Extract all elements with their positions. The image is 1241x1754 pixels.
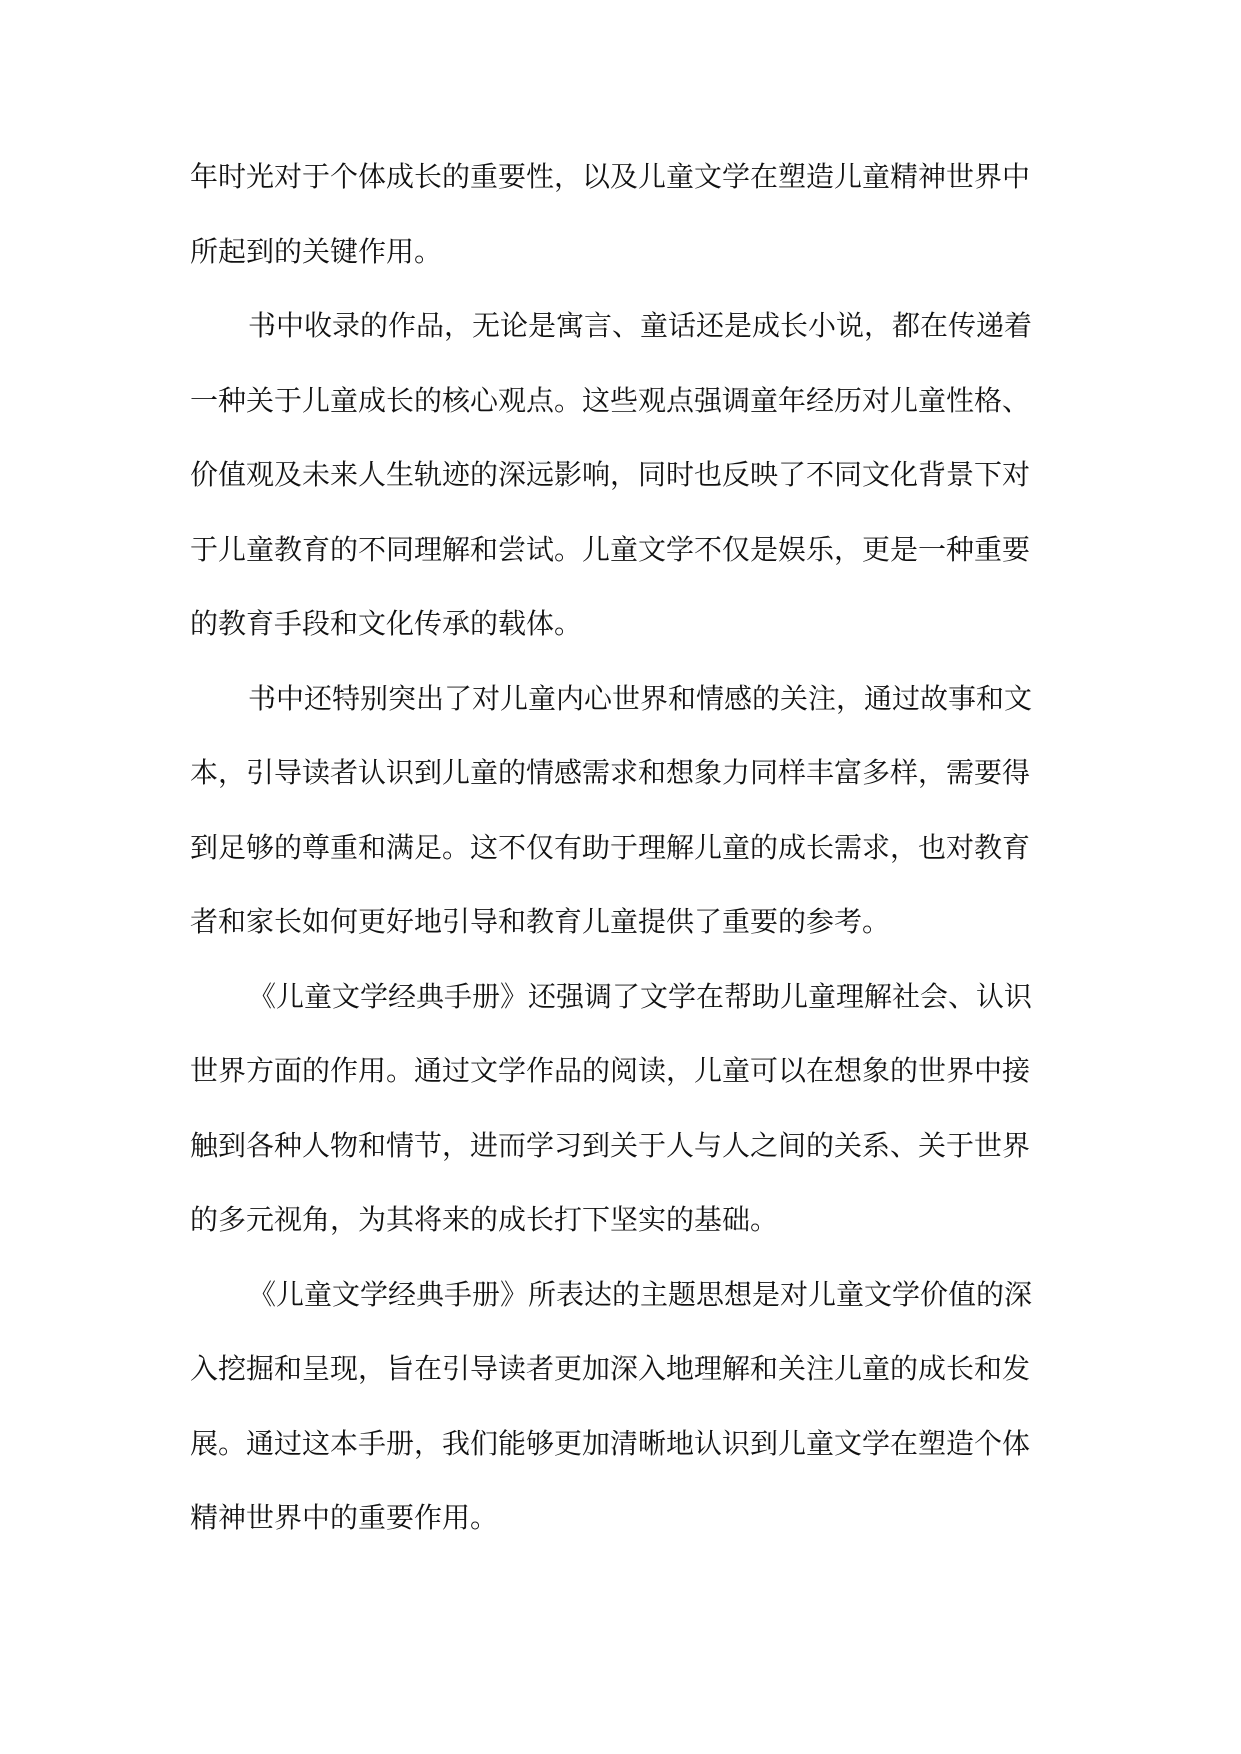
text-line: 世界方面的作用。通过文学作品的阅读，儿童可以在想象的世界中接 — [190, 1054, 1031, 1087]
text-line: 的教育手段和文化传承的载体。 — [190, 607, 583, 640]
text-line: 入挖掘和呈现，旨在引导读者更加深入地理解和关注儿童的成长和发 — [190, 1352, 1031, 1385]
text-line: 触到各种人物和情节，进而学习到关于人与人之间的关系、关于世界 — [190, 1128, 1031, 1162]
text-line: 年时光对于个体成长的重要性，以及儿童文学在塑造儿童精神世界中 — [190, 160, 1031, 193]
body-text — [190, 140, 1070, 1556]
paragraph-start-line: 《儿童文学经典手册》所表达的主题思想是对儿童文学价值的深 — [248, 1277, 1033, 1311]
paragraph-start-line: 书中收录的作品，无论是寓言、童话还是成长小说，都在传递着 — [248, 309, 1033, 342]
text-line: 精神世界中的重要作用。 — [190, 1501, 499, 1534]
text-line: 者和家长如何更好地引导和教育儿童提供了重要的参考。 — [190, 905, 891, 938]
text-line: 价值观及未来人生轨迹的深远影响，同时也反映了不同文化背景下对 — [190, 458, 1031, 491]
text-line: 的多元视角，为其将来的成长打下坚实的基础。 — [190, 1203, 779, 1236]
text-line: 展。通过这本手册，我们能够更加清晰地认识到儿童文学在塑造个体 — [190, 1426, 1031, 1460]
paragraph-start-line: 书中还特别突出了对儿童内心世界和情感的关注，通过故事和文 — [248, 681, 1033, 715]
text-line: 一种关于儿童成长的核心观点。这些观点强调童年经历对儿童性格、 — [190, 383, 1031, 417]
text-line: 到足够的尊重和满足。这不仅有助于理解儿童的成长需求，也对教育 — [190, 830, 1031, 864]
text-line: 于儿童教育的不同理解和尝试。儿童文学不仅是娱乐，更是一种重要 — [190, 532, 1031, 566]
text-line: 所起到的关键作用。 — [190, 234, 443, 268]
text-line: 本，引导读者认识到儿童的情感需求和想象力同样丰富多样，需要得 — [190, 756, 1031, 789]
paragraph-start-line: 《儿童文学经典手册》还强调了文学在帮助儿童理解社会、认识 — [248, 979, 1033, 1013]
